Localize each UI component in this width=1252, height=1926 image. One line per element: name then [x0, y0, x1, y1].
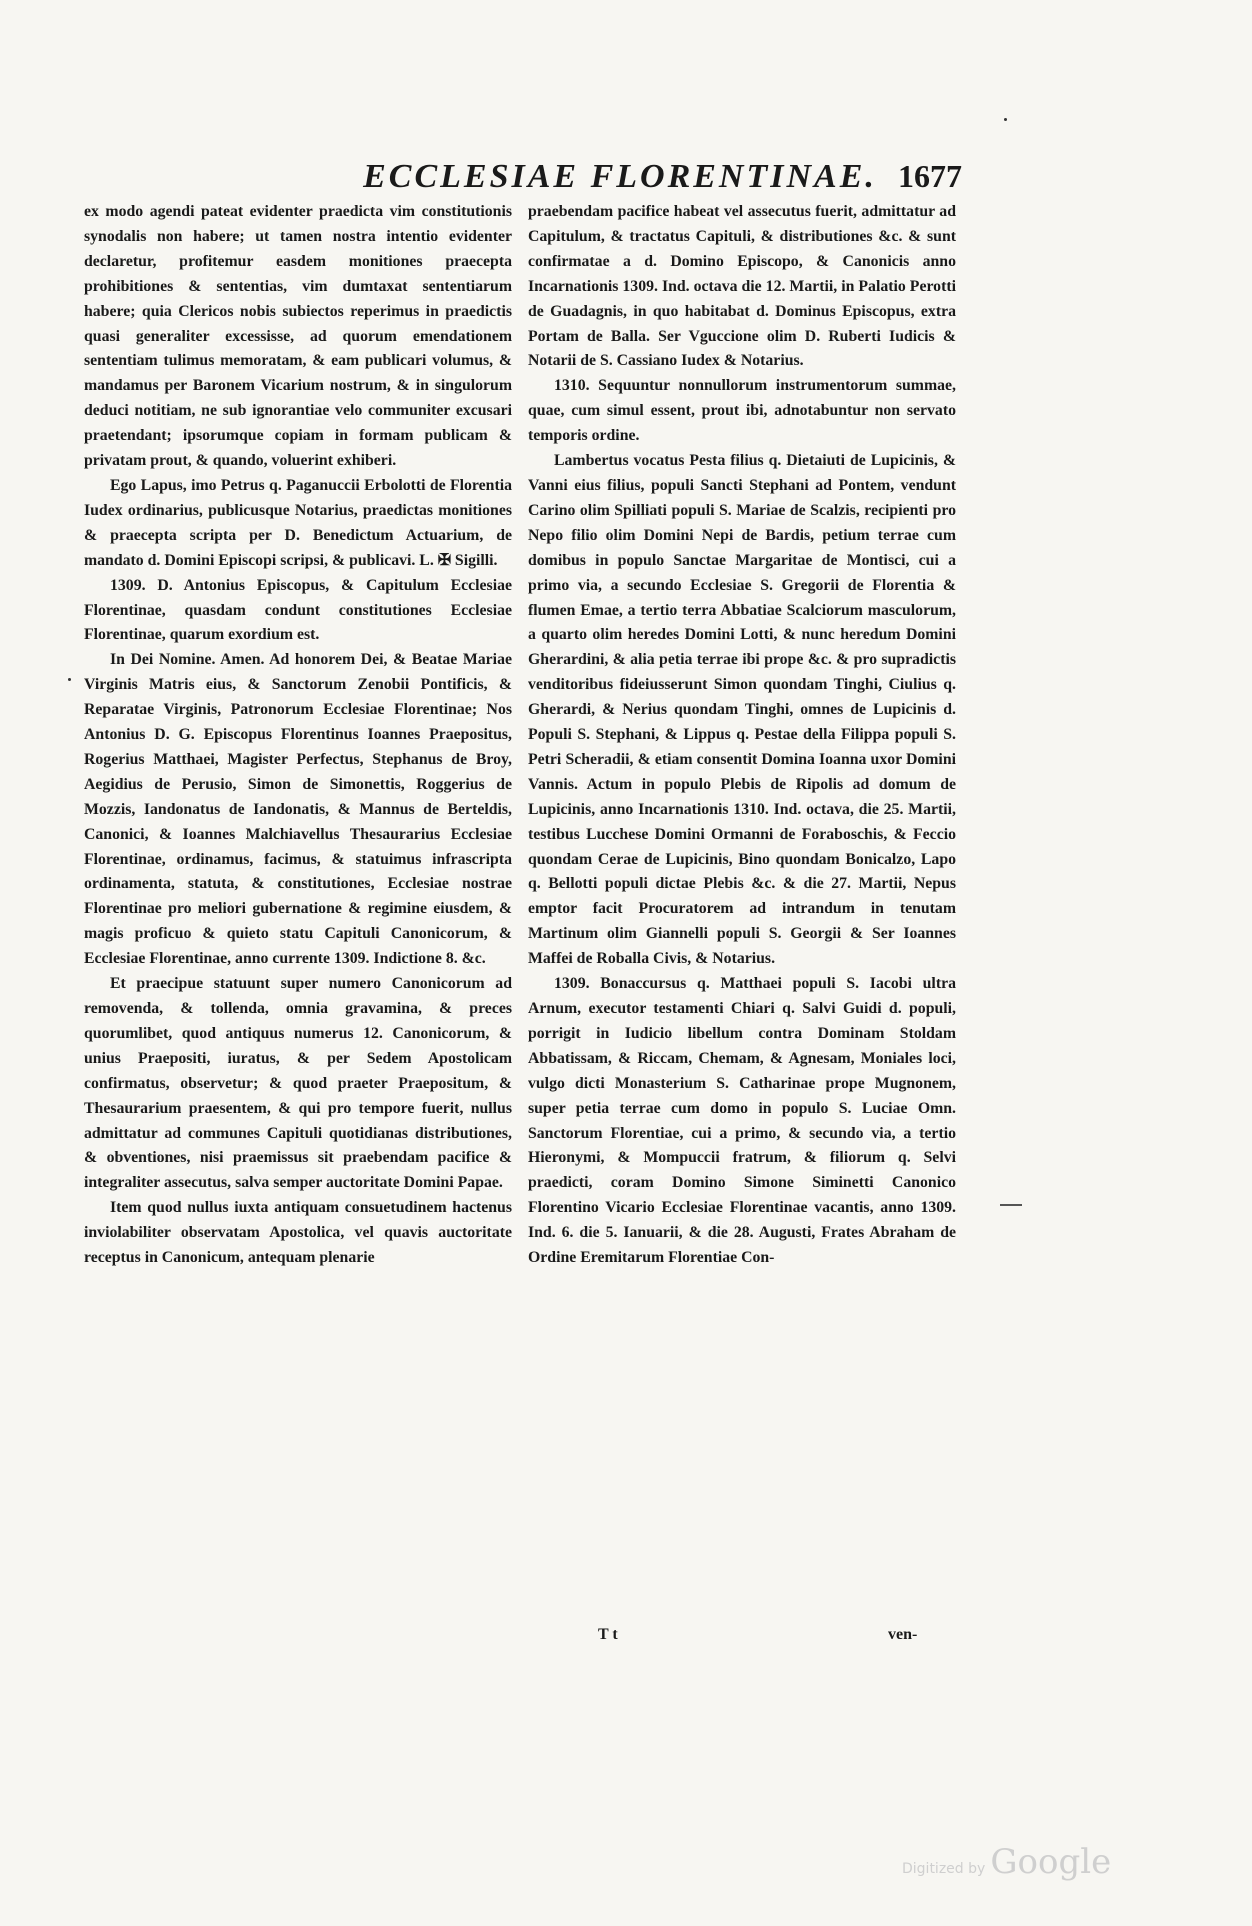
- running-title: ECCLESIAE FLORENTINAE.: [363, 158, 877, 195]
- speck: [68, 678, 71, 681]
- left-column: [84, 200, 512, 1271]
- signature-mark: T t: [598, 1626, 618, 1643]
- paragraph: Ego Lapus, imo Petrus q. Paganuccii Erbolotti de Florentia Iudex ordinarius, publicusque Notarius, praedictas monitiones & praecepta scripta per D. Benedictum Actuarium, de mandato d. Domini Episcopi scripsi, & publicavi. L. ✠ Sigilli.: [84, 476, 512, 569]
- paragraph: Et praecipue statuunt super numero Canonicorum ad removenda, & tollenda, omnia gravamina, & preces quorumlibet, quod antiquus numerus 12. Canonicorum, & unius Praepositi, iuratus, & per Sedem Apostolicam confirmatus, observetur; & quod praeter Praepositum, & Thesaurarium praesentem, & qui pro tempore fuerit, nullus admittatur ad communes Capituli quotidianas distributiones, & obventiones, nisi praemissus sit praebendam pacifice & integraliter assecutus, salva semper auctoritate Domini Papae.: [84, 975, 512, 1192]
- paragraph: 1309. D. Antonius Episcopus, & Capitulum Ecclesiae Florentinae, quasdam condunt constitutiones Ecclesiae Florentinae, quarum exordium est.: [84, 576, 512, 644]
- margin-dash: [1000, 1204, 1022, 1206]
- paragraph: 1309. Bonaccursus q. Matthaei populi S. Iacobi ultra Arnum, executor testamenti Chiari q. Salvi Guidi d. populi, porrigit in Iudicio libellum contra Dominam Stoldam Abbatissam, & Riccam, Chemam, & Agnesam, Moniales loci, vulgo dicti Monasterium S. Catharinae prope Mugnonem, super petia terrae cum domo in populo S. Luciae Omn. Sanctorum Florentiae, cui a primo, & secundo via, a tertio Hieronymi, & Mompuccii fratrum, & filiorum q. Selvi praedicti, coram Domino Simone Siminetti Canonico Florentino Vicario Ecclesiae Florentinae vacantis, anno 1309. Ind. 6. die 5. Ianuarii, & die 28. Augusti, Frates Abraham de Ordine Eremitarum Florentiae Con-: [528, 975, 956, 1267]
- speck: [1004, 118, 1007, 121]
- paragraph: ex modo agendi pateat evidenter praedicta vim constitutionis synodalis non habere; ut tamen nostra intentio evidenter declaretur, profitemur easdem monitiones praecepta prohibitiones & sententias, vim dumtaxat sententiarum habere; quia Clericos nobis subiectos reperimus in praedictis quasi generaliter excessisse, ad quorum emendationem sententiam tulimus memoratam, & eam publicari volumus, & mandamus per Baronem Vicarium nostrum, & in singulorum deduci notitiam, ne sub ignorantiae velo communiter excusari praetendant; ipsorumque copiam in formam publicam & privatam prout, & quando, voluerint exhiberi.: [84, 203, 512, 470]
- paragraph: 1310. Sequuntur nonnullorum instrumentorum summae, quae, cum simul essent, prout ibi, adnotabuntur non servato temporis ordine.: [528, 377, 956, 445]
- digitized-watermark: [902, 1842, 1111, 1882]
- paragraph: Lambertus vocatus Pesta filius q. Dietaiuti de Lupicinis, & Vanni eius filius, populi Sancti Stephani ad Pontem, vendunt Carino olim Spilliati populi S. Mariae de Scalzis, recipienti pro Nepo filio olim Domini Nepi de Bardis, petium terrae cum domibus in populo Sanctae Margaritae de Montisci, cui a primo via, a secundo Ecclesiae S. Gregorii de Florentia & flumen Emae, a tertio terra Abbatiae Scalciorum masculorum, a quarto olim heredes Domini Lotti, & nunc heredum Domini Gherardini, & alia petia terrae ibi prope &c. & pro supradictis venditoribus fideiusserunt Simon quondam Tinghi, Ciulius q. Gherardi, & Nerius quondam Tinghi, omnes de Lupicinis d. Populi S. Stephani, & Lippus q. Pestae della Filippa populi S. Petri Scheradii, & etiam consentit Domina Ioanna uxor Domini Vannis. Actum in populo Plebis de Ripolis ad domum de Lupicinis, anno Incarnationis 1310. Ind. octava, die 25. Martii, testibus Lucchese Domini Ormanni de Foraboschis, & Feccio quondam Cerae de Lupicinis, Bino quondam Bonicalzo, Lapo q. Bellotti populi dictae Plebis &c. & die 27. Martii, Nepus emptor facit Procuratorem ad intrandum in tenutam Martinum olim Giannelli populi S. Georgii & Ser Ioannes Maffei de Roballa Civis, & Notarius.: [528, 452, 956, 968]
- catchword: ven-: [888, 1626, 918, 1643]
- right-column: [528, 200, 956, 1271]
- paragraph: In Dei Nomine. Amen. Ad honorem Dei, & Beatae Mariae Virginis Matris eius, & Sanctorum Zenobii Pontificis, & Reparatae Virginis, Patronorum Ecclesiae Florentinae; Nos Antonius D. G. Episcopus Florentinus Ioannes Praepositus, Rogerius Matthaei, Magister Perfectus, Stephanus de Broy, Aegidius de Perusio, Simon de Simonettis, Roggerius de Mozzis, Iandonatus de Iandonatis, & Mannus de Berteldis, Canonici, & Ioannes Malchiavellus Thesaurarius Ecclesiae Florentinae, ordinamus, facimus, & statuimus infrascripta ordinamenta, statuta, & constitutiones, Ecclesiae nostrae Florentinae pro meliori gubernatione & regimine eiusdem, & magis proficuo & quieto statu Capituli Canonicorum, & Ecclesiae Florentinae, anno currente 1309. Indictione 8. &c.: [84, 651, 512, 968]
- page-number: 1677: [898, 158, 962, 194]
- google-logo: Google: [990, 1842, 1112, 1882]
- watermark-prefix: Digitized by: [902, 1861, 986, 1877]
- paragraph: Item quod nullus iuxta antiquam consuetudinem hactenus inviolabiliter observatam Apostolica, vel quavis auctoritate receptus in Canonicum, antequam plenarie: [84, 1199, 512, 1267]
- paragraph: praebendam pacifice habeat vel assecutus fuerit, admittatur ad Capitulum, & tractatus Capituli, & distributiones &c. & sunt confirmatae a d. Domino Episcopo, & Canonicis anno Incarnationis 1309. Ind. octava die 12. Martii, in Palatio Perotti de Guadagnis, in quo habitabat d. Dominus Episcopus, extra Portam de Balla. Ser Vguccione olim D. Ruberti Iudicis & Notarii de S. Cassiano Iudex & Notarius.: [528, 203, 956, 370]
